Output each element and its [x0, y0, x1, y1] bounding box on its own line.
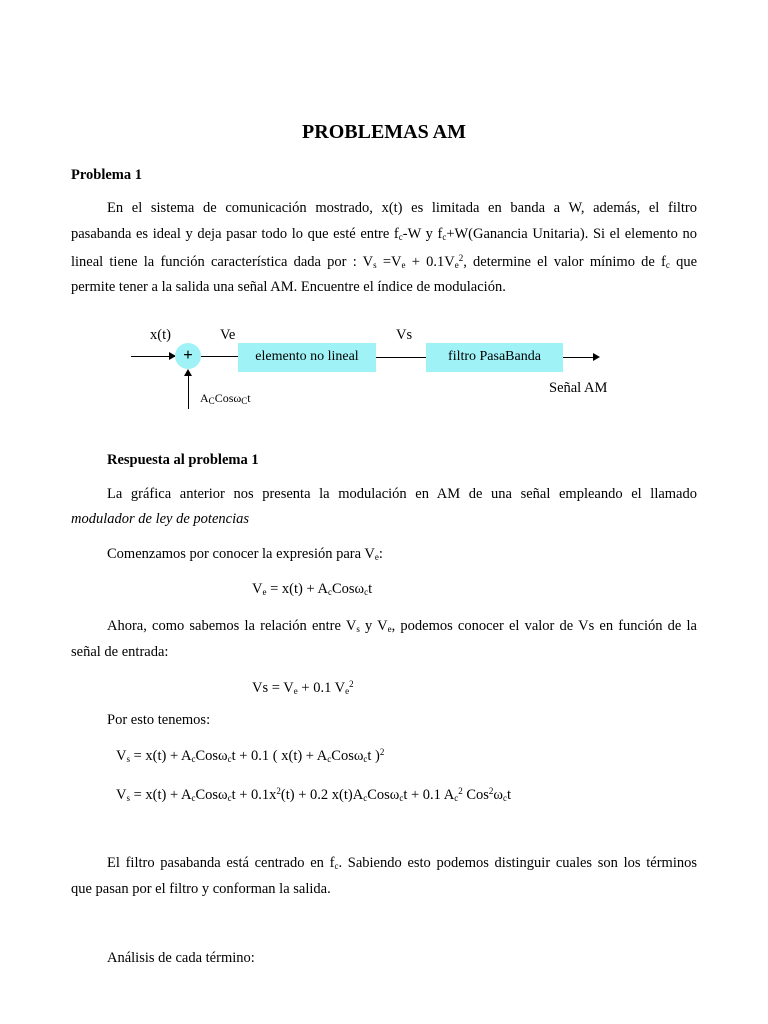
input-label: x(t) — [150, 327, 171, 343]
answer-text-line-8: que pasan por el filtro y conforman la salida. — [71, 881, 331, 897]
answer-text-line-2: modulador de ley de potencias — [71, 511, 249, 527]
vs-signal-line — [376, 357, 426, 358]
answer-text-line-5: señal de entrada: — [71, 644, 169, 660]
bandpass-filter-box: filtro PasaBanda — [426, 343, 563, 372]
answer-text-line-3: Comenzamos por conocer la expresión para $V_e$: — [107, 546, 383, 562]
equation-vs-expanded-1: $V_s = x(t) + A_cCos\omega_ct + 0.1$ ( $x(t) + A_cCos\omega_ct$ )$^2$ — [116, 747, 385, 764]
equation-vs: $Vs = V_e + 0.1$ $V_e^2$ — [252, 679, 354, 696]
answer-text-line-6: Por esto tenemos: — [107, 712, 211, 728]
ve-signal-line — [201, 356, 238, 357]
answer-text-line-1: La gráfica anterior nos presenta la modulación en AM de una señal empleando el llamado — [107, 486, 697, 502]
problem-text-line-1: En el sistema de comunicación mostrado, x(t) es limitada en banda a W, además, el filtro — [107, 200, 697, 216]
problem-text-line-3: lineal tiene la función característica dada por : $V_s =V_e + 0.1V_e^2$, determine el valor mínimo de $f_c$ que — [71, 253, 698, 270]
carrier-label: $A_CCos\omega_Ct$ — [200, 391, 251, 406]
problem-text-line-4: permite tener a la salida una señal AM. Encuentre el índice de modulación. — [71, 279, 506, 295]
output-arrowhead-icon — [593, 353, 600, 361]
output-label: Señal AM — [549, 380, 608, 396]
carrier-signal-line — [188, 371, 189, 409]
answer-heading: Respuesta al problema 1 — [107, 452, 259, 468]
nonlinear-element-box: elemento no lineal — [238, 343, 376, 372]
equation-vs-expanded-2: $V_s = x(t) + A_cCos\omega_ct + 0.1x^2(t) + 0.2$ $x(t)A_cCos\omega_ct + 0.1$ $A_c^2$ $Cos^2\omega_ct$ — [116, 786, 511, 803]
page-title: PROBLEMAS AM — [302, 121, 466, 143]
answer-text-line-4: Ahora, como sabemos la relación entre $V_s$ y $V_e$, podemos conocer el valor de Vs en función de la — [107, 618, 697, 634]
carrier-arrowhead-icon — [184, 369, 192, 376]
problem-text-line-2: pasabanda es ideal y deja pasar todo lo que esté entre $f_c-W$ y $f_c+W(Ganancia$ Unitaria). Si el elemento no — [71, 226, 697, 242]
vs-label: Vs — [396, 327, 413, 343]
answer-text-line-7: El filtro pasabanda está centrado en $f_c$. Sabiendo esto podemos distinguir cuales son los términos — [107, 855, 697, 871]
answer-text-line-9: Análisis de cada término: — [107, 950, 255, 966]
problem-heading: Problema 1 — [71, 167, 143, 183]
output-signal-line — [563, 357, 597, 358]
equation-ve: $V_e = x(t) + A_cCos\omega_ct$ — [252, 581, 373, 597]
adder-node: + — [175, 343, 201, 369]
ve-label: Ve — [220, 327, 236, 343]
